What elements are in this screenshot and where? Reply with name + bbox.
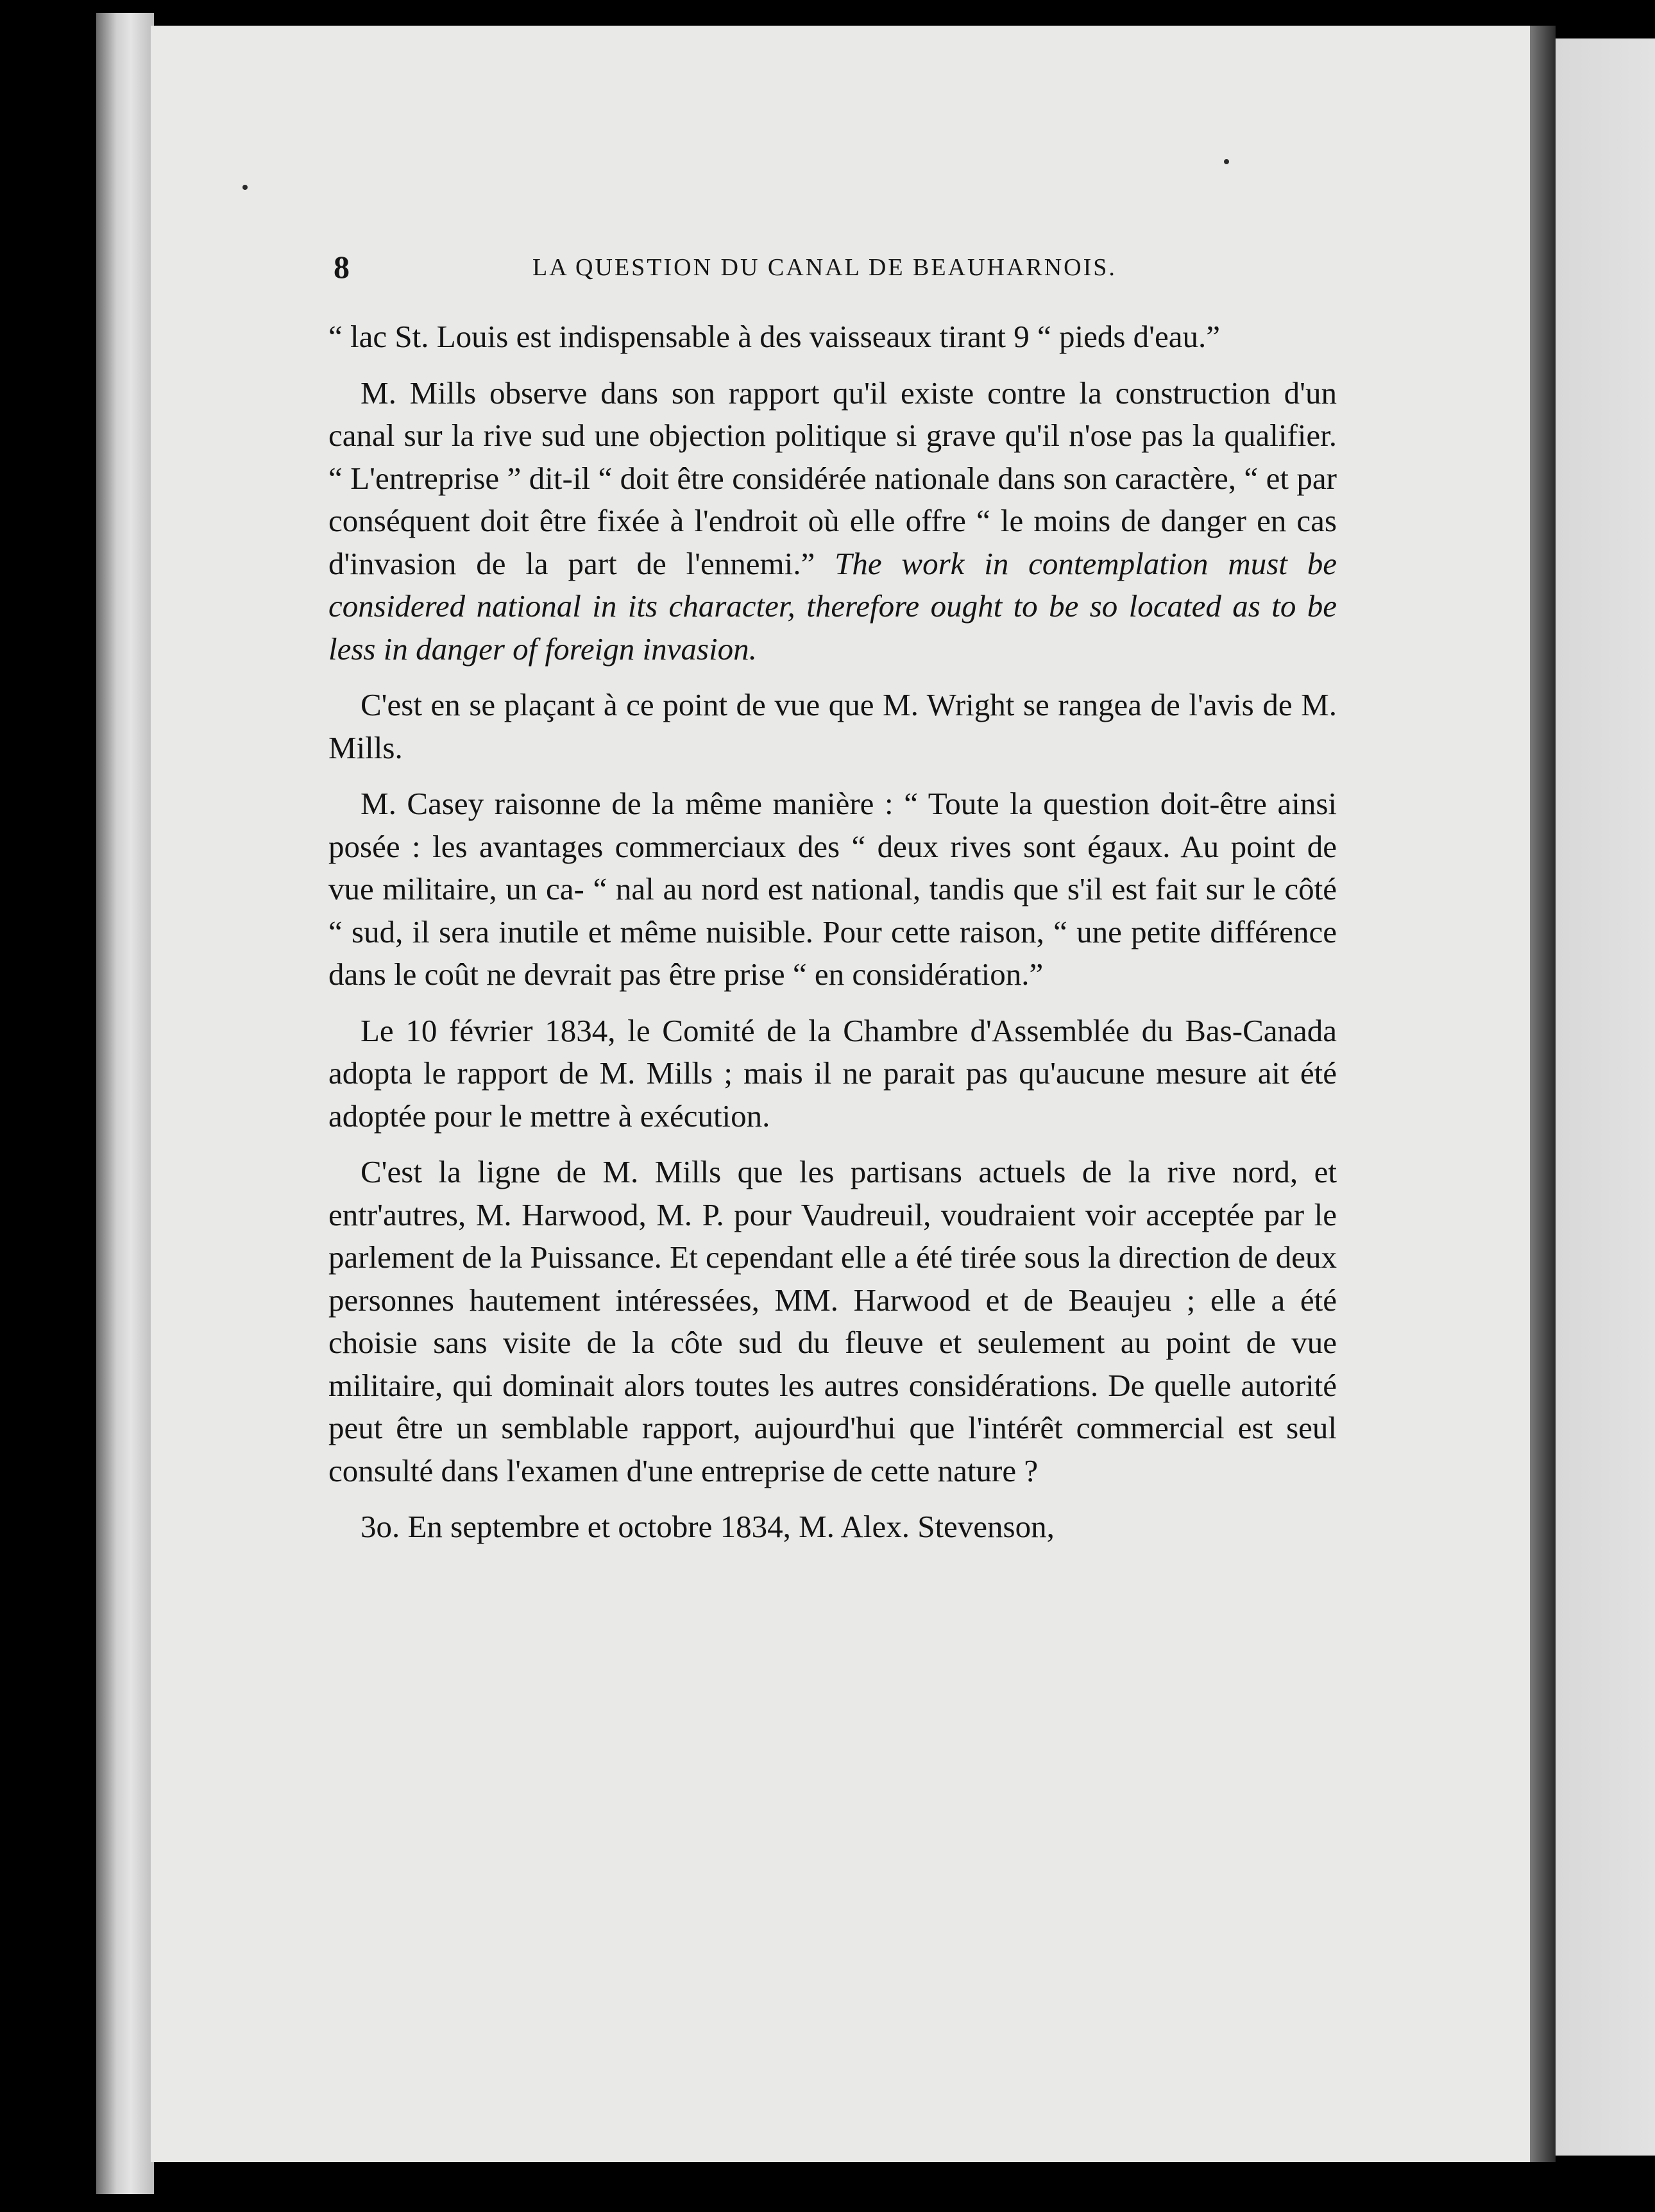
paragraph-text: C'est la ligne de M. Mills que les partisans actuels de la rive nord, et entr'autres, M. Harwood, M. P. pour Vaudreuil, voudraient voir acceptée par le parlement de la Puissance. Et cependant elle a été tirée sous la direction de deux personnes hautement intéressées, MM. Harwood et de Beaujeu ; elle a été choisie sans visite de la côte sud du fleuve et seulement au point de vue militaire, qui dominait alors toutes les autres considérations. De quelle autorité peut être un semblable rapport, aujourd'hui que l'intérêt commercial est seul consulté dans l'examen d'une entreprise de cette nature ? <box>328 1154 1337 1488</box>
paragraph-mills-objection <box>328 372 1337 671</box>
ink-speck <box>242 185 248 190</box>
body-text <box>328 316 1337 1562</box>
paragraph-quote-continuation <box>328 316 1337 359</box>
paragraph-mills-line <box>328 1151 1337 1492</box>
paragraph-wright <box>328 684 1337 769</box>
page-gutter-shadow <box>1530 26 1556 2162</box>
paragraph-text: 3o. En septembre et octobre 1834, M. Alex. Stevenson, <box>361 1509 1055 1544</box>
paragraph-casey <box>328 783 1337 996</box>
paragraph-text: Le 10 février 1834, le Comité de la Chambre d'Assemblée du Bas-Canada adopta le rapport de M. Mills ; mais il ne parait pas qu'aucune mesure ait été adoptée pour le mettre à exécution. <box>328 1012 1337 1134</box>
ink-speck <box>1224 159 1229 164</box>
facing-page-edge <box>1556 38 1655 2156</box>
paragraph-text: M. Mills observe dans son rapport qu'il existe contre la construction d'un canal sur la rive sud une objection politique si grave qu'il n'ose pas la qualifier. “ L'entreprise ” dit-il “ doit être considérée nationale dans son caractère, “ et par conséquent doit être fixée à l'endroit où elle offre “ le moins de danger en cas d'invasion de la part de l'ennemi.” <box>328 375 1337 581</box>
paragraph-text: “ lac St. Louis est indispensable à des vaisseaux tirant 9 “ pieds d'eau.” <box>328 319 1220 354</box>
paragraph-stevenson <box>328 1506 1337 1549</box>
english-quotation: The work in contemplation must be considered national in its character, therefore ought to be so located as to be less in danger of foreign invasion. <box>328 545 1337 667</box>
page-number: 8 <box>334 249 350 285</box>
scan-left-edge <box>96 13 154 2194</box>
paragraph-text: M. Casey raisonne de la même manière : “ Toute la question doit-être ainsi posée : les avantages commerciaux des “ deux rives sont égaux. Au point de vue militaire, un ca- “ nal au nord est national, tandis que s'il est fait sur le côté “ sud, il sera inutile et même nuisible. Pour cette raison, “ une petite différence dans le coût ne devrait pas être prise “ en considération.” <box>328 786 1337 992</box>
paragraph-1834-committee <box>328 1010 1337 1138</box>
paragraph-text: C'est en se plaçant à ce point de vue que M. Wright se rangea de l'avis de M. Mills. <box>328 687 1337 765</box>
running-title: LA QUESTION DU CANAL DE BEAUHARNOIS. <box>532 254 1117 281</box>
